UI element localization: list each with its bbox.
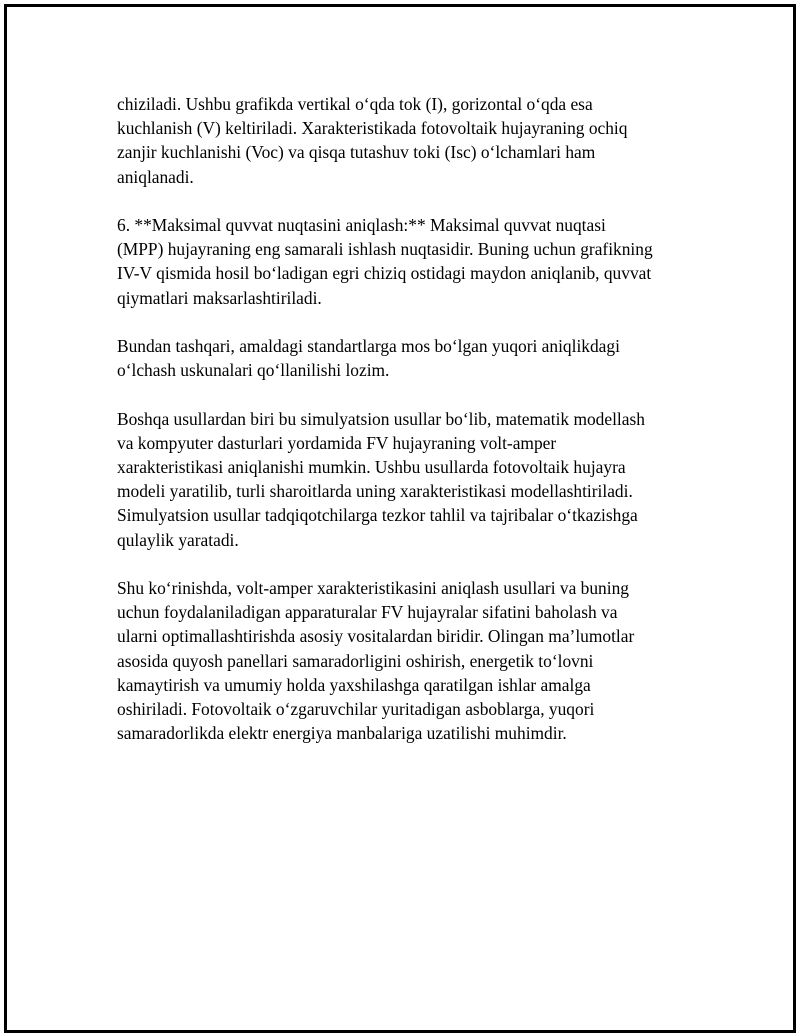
text-line: 6. **Maksimal quvvat nuqtasini aniqlash:** Maksimal quvvat nuqtasi	[117, 215, 606, 235]
text-line: xarakteristikasi aniqlanishi mumkin. Ushbu usullarda fotovoltaik hujayra	[117, 457, 626, 477]
text-line: kuchlanish (V) keltiriladi. Xarakteristikada fotovoltaik hujayraning ochiq	[117, 118, 628, 139]
text-line: Shu ko‘rinishda, volt-amper xarakteristikasini aniqlash usullari va buning	[117, 578, 629, 598]
paragraph-2	[117, 213, 697, 310]
text-line: qulaylik yaratadi.	[117, 529, 239, 550]
text-line: zanjir kuchlanishi (Voc) va qisqa tutashuv toki (Isc) o‘lchamlari ham	[117, 142, 596, 163]
paragraph-5	[117, 576, 697, 745]
text-line: samaradorlikda elektr energiya manbalariga uzatilishi muhimdir.	[117, 723, 567, 744]
text-line: kamaytirish va umumiy holda yaxshilashga qaratilgan ishlar amalga	[117, 674, 591, 695]
text-line: uchun foydalaniladigan apparaturalar FV hujayralar sifatini baholash va	[117, 602, 618, 623]
paragraph-1	[117, 92, 697, 189]
text-line: asosida quyosh panellari samaradorligini oshirish, energetik to‘lovni	[117, 650, 594, 671]
text-line: va kompyuter dasturlari yordamida FV hujayraning volt-amper	[117, 432, 557, 453]
text-line: Bundan tashqari, amaldagi standartlarga mos bo‘lgan yuqori aniqlikdagi	[117, 336, 620, 356]
paragraph-3	[117, 334, 697, 382]
paragraph-4	[117, 407, 697, 552]
text-line: (MPP) hujayraning eng samarali ishlash nuqtasidir. Buning uchun grafikning	[117, 239, 653, 260]
text-line: Simulyatsion usullar tadqiqotchilarga tezkor tahlil va tajribalar o‘tkazishga	[117, 505, 638, 526]
text-line: IV-V qismida hosil bo‘ladigan egri chiziq ostidagi maydon aniqlanib, quvvat	[117, 263, 652, 284]
text-line: qiymatlari maksarlashtiriladi.	[117, 287, 322, 308]
text-line: o‘lchash uskunalari qo‘llanilishi lozim.	[117, 360, 390, 381]
text-line: aniqlanadi.	[117, 166, 194, 187]
text-line: modeli yaratilib, turli sharoitlarda uning xarakteristikasi modellashtiriladi.	[117, 481, 633, 502]
text-line: ularni optimallashtirishda asosiy vositalardan biridir. Olingan ma’lumotlar	[117, 626, 635, 647]
document-body	[117, 92, 697, 770]
text-line: Boshqa usullardan biri bu simulyatsion usullar bo‘lib, matematik modellash	[117, 408, 645, 429]
text-line: oshiriladi. Fotovoltaik o‘zgaruvchilar yuritadigan asboblarga, yuqori	[117, 699, 595, 720]
text-line: chiziladi. Ushbu grafikda vertikal o‘qda tok (I), gorizontal o‘qda esa	[117, 94, 593, 114]
